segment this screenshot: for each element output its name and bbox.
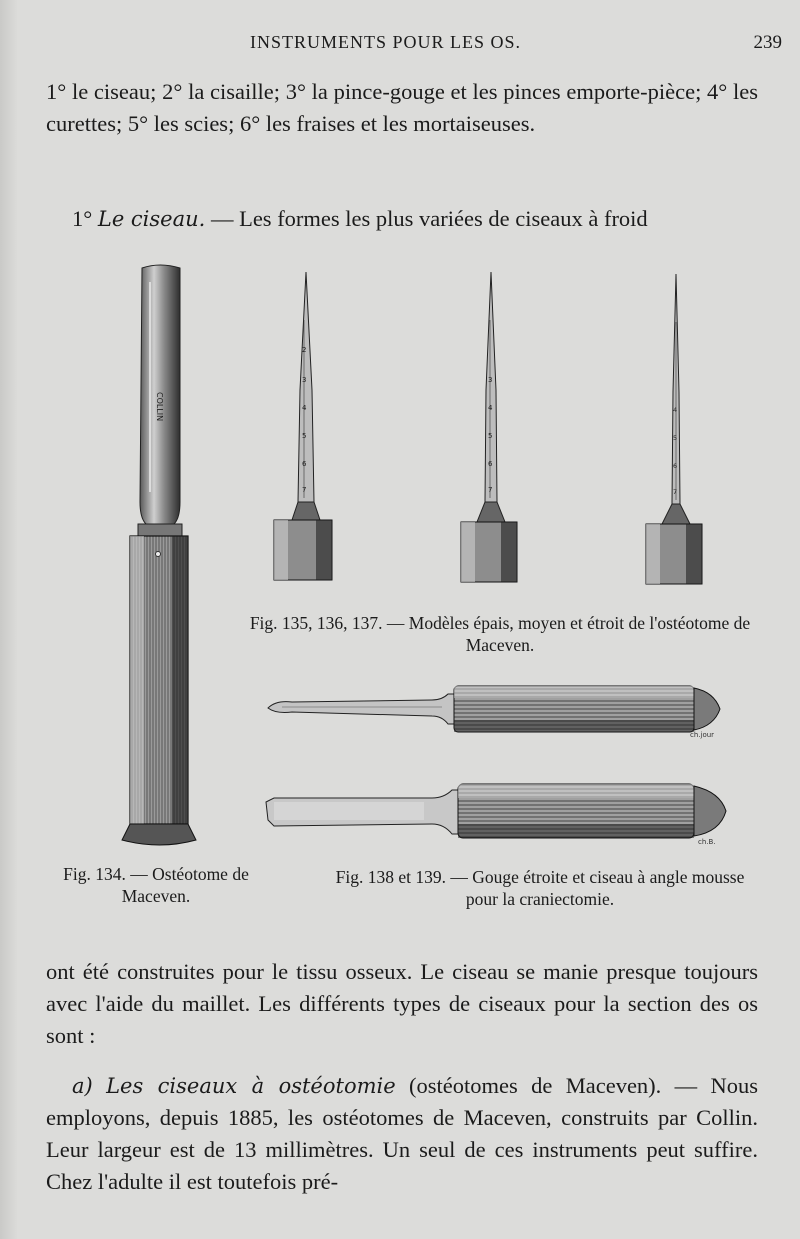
section-a-text: (ostéotomes de Maceven). — Nous employons, depuis 1885, les ostéotomes de Maceven, construits par Collin. Leur largeur est de 13 millimètres. Un seul de ces instruments peut suffire. Chez l'adulte il est toutefois pré- [46,1073,759,1194]
running-head: INSTRUMENTS POUR LES OS. [250,32,522,52]
svg-text:6: 6 [673,462,678,470]
intro-paragraph: 1° le ciseau; 2° la cisaille; 3° la pince-gouge et les pinces emporte-pièce; 4° les curettes; 5° les scies; 6° les fraises et les mortaiseuses. [46,79,758,136]
svg-text:7: 7 [488,486,493,494]
blunt-chisel-icon [262,780,732,848]
page-edge [0,0,18,1239]
engraver-signature-2: ch.B. [698,838,716,846]
svg-text:6: 6 [488,460,493,468]
section-a-label: a) [72,1074,93,1098]
svg-text:5: 5 [488,432,493,440]
ciseau-number: 1° [72,206,93,231]
ciseau-title: Le ciseau. [97,207,206,231]
osteotome-maceven-icon [110,262,210,854]
ciseau-paragraph [46,203,758,235]
svg-text:7: 7 [673,488,678,496]
svg-text:2: 2 [302,346,307,354]
svg-text:4: 4 [488,404,493,412]
svg-text:4: 4 [302,404,307,412]
svg-text:6: 6 [302,460,307,468]
svg-text:5: 5 [673,434,678,442]
after-figures-paragraph: ont été construites pour le tissu osseux. Le ciseau se manie presque toujours avec l'aide du maillet. Les différents types de ciseaux pour la section des os sont : [46,959,758,1048]
caption-fig-135-137: Fig. 135, 136, 137. — Modèles épais, moyen et étroit de l'ostéotome de Maceven. [249,613,751,655]
svg-text:7: 7 [302,486,307,494]
osteotome-thick-icon [270,270,340,588]
svg-text:3: 3 [302,376,307,384]
page-number: 239 [753,32,782,53]
svg-text:4: 4 [673,406,678,414]
maker-mark: COLLIN [155,392,164,422]
caption-fig-138-139: Fig. 138 et 139. — Gouge étroite et ciseau à angle mousse pour la craniectomie. [335,867,745,909]
osteotome-medium-icon [455,270,525,588]
osteotome-narrow-icon [640,272,710,590]
engraver-signature-1: ch.jour [690,731,715,739]
svg-text:5: 5 [302,432,307,440]
page-header [0,32,800,58]
caption-fig-134: Fig. 134. — Ostéotome de Maceven. [63,864,249,906]
gouge-icon [262,680,732,740]
section-a-paragraph [46,1070,758,1198]
svg-text:3: 3 [488,376,493,384]
ciseau-text: — Les formes les plus variées de ciseaux à froid [210,206,648,231]
section-a-title: Les ciseaux à ostéotomie [106,1074,396,1098]
